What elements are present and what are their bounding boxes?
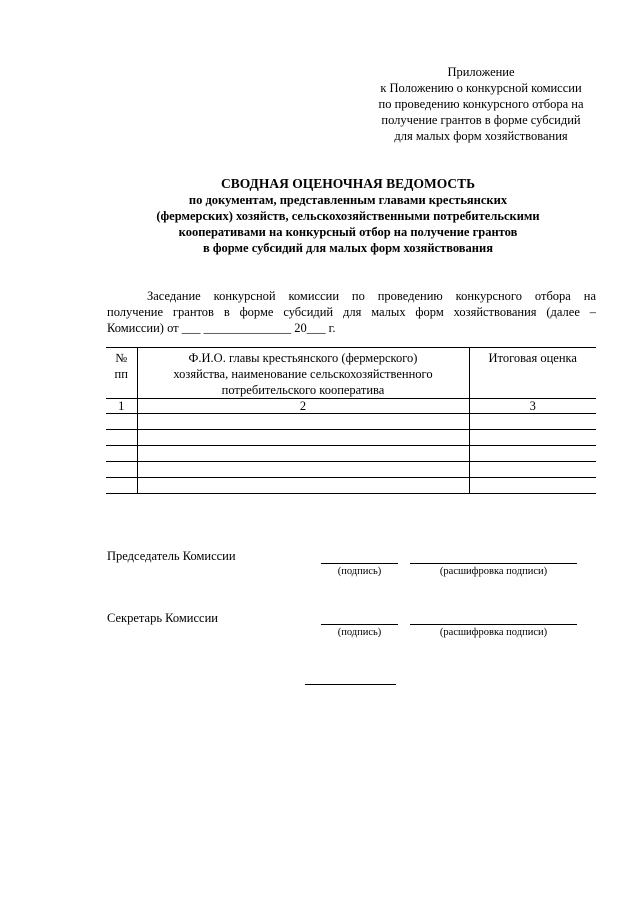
table-cell[interactable] (106, 462, 137, 478)
header-name (137, 348, 469, 399)
secretary-decode-line[interactable] (410, 624, 577, 625)
header-name-text: Ф.И.О. главы крестьянского (фермерского) хозяйства, наименование сельскохозяйственного потребительского кооператива (173, 351, 433, 397)
table-cell[interactable] (469, 414, 596, 430)
table-cell[interactable] (469, 478, 596, 494)
bottom-separator-line (305, 684, 396, 685)
header-score (469, 348, 596, 399)
table-cell[interactable] (137, 478, 469, 494)
decode-caption: (расшифровка подписи) (439, 566, 548, 577)
table-cell[interactable] (137, 414, 469, 430)
column-number: 3 (469, 399, 596, 414)
meeting-intro (107, 288, 596, 336)
table-cell[interactable] (106, 478, 137, 494)
evaluation-table (106, 347, 596, 494)
table-header-row (106, 348, 596, 399)
table-cell[interactable] (106, 446, 137, 462)
column-number: 2 (137, 399, 469, 414)
header-score-text: Итоговая оценка (488, 351, 577, 365)
appendix-line: к Положению о конкурсной комиссии (380, 81, 582, 95)
table-cell[interactable] (137, 446, 469, 462)
appendix-line: для малых форм хозяйствования (394, 129, 568, 143)
appendix-block (350, 64, 612, 144)
table-row (106, 430, 596, 446)
title-main: СВОДНАЯ ОЦЕНОЧНАЯ ВЕДОМОСТЬ (220, 176, 476, 191)
chairman-signature-line[interactable] (321, 563, 398, 564)
intro-line: Заседание конкурсной комиссии по проведению конкурсного отбора на (147, 289, 596, 303)
decode-caption: (расшифровка подписи) (439, 627, 548, 638)
table-row (106, 446, 596, 462)
chairman-decode-line[interactable] (410, 563, 577, 564)
chairman-label: Председатель Комиссии (107, 549, 236, 563)
column-number-row (106, 399, 596, 414)
appendix-line: по проведению конкурсного отбора на (378, 97, 584, 111)
title-subline: по документам, представленным главами крестьянских (188, 193, 508, 207)
table-cell[interactable] (469, 430, 596, 446)
title-subline: (фермерских) хозяйств, сельскохозяйственными потребительскими (156, 209, 540, 223)
secretary-label: Секретарь Комиссии (107, 611, 218, 625)
table-cell[interactable] (106, 414, 137, 430)
title-subline: кооперативами на конкурсный отбор на получение грантов (178, 225, 518, 239)
intro-line: Комиссии) от ___ ______________ 20___ г. (107, 321, 336, 335)
table-cell[interactable] (106, 430, 137, 446)
table-cell[interactable] (137, 430, 469, 446)
table-cell[interactable] (469, 462, 596, 478)
table-cell[interactable] (137, 462, 469, 478)
document-title (100, 176, 596, 256)
column-number: 1 (106, 399, 137, 414)
table-row (106, 414, 596, 430)
intro-line: получение грантов в форме субсидий для малых форм хозяйствования (далее – (107, 305, 596, 319)
appendix-line: Приложение (447, 65, 515, 79)
header-number (106, 348, 137, 399)
table-row (106, 478, 596, 494)
table-cell[interactable] (469, 446, 596, 462)
header-number-text: № пп (114, 351, 128, 381)
signature-caption: (подпись) (337, 566, 382, 577)
appendix-line: получение грантов в форме субсидий (381, 113, 581, 127)
table-row (106, 462, 596, 478)
title-subline: в форме субсидий для малых форм хозяйствования (203, 241, 493, 255)
signature-caption: (подпись) (337, 627, 382, 638)
secretary-signature-line[interactable] (321, 624, 398, 625)
